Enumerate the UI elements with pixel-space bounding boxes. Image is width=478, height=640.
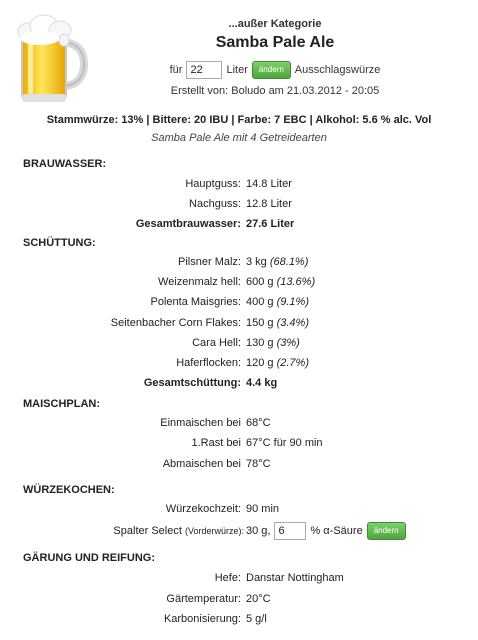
- row-label: Gesamtbrauwasser:: [135, 218, 241, 230]
- change-alpha-button[interactable]: ändern: [367, 522, 406, 540]
- recipe-stats: Stammwürze: 13% | Bittere: 20 IBU | Farbe: 7 EBC | Alkohol: 5.6 % alc. Vol: [46, 114, 432, 126]
- row-value: Danstar Nottingham: [246, 572, 344, 584]
- maischplan-row: [0, 417, 478, 431]
- percentage: (68.1%): [269, 256, 309, 268]
- section-heading-maischplan: MAISCHPLAN:: [23, 398, 100, 410]
- amount: 130 g: [246, 337, 274, 349]
- row-value: [246, 357, 309, 369]
- gaerung-row: [0, 593, 478, 607]
- row-label: Einmaischen bei: [160, 417, 241, 429]
- wuerzekochen-row: [0, 503, 478, 517]
- amount: 600 g: [246, 276, 274, 288]
- row-value: [246, 337, 300, 349]
- brauwasser-total-row: [0, 218, 478, 232]
- amount: 150 g: [246, 317, 274, 329]
- row-label: Gärtemperatur:: [166, 593, 241, 605]
- brauwasser-row: [0, 198, 478, 212]
- row-label: Würzekochzeit:: [165, 503, 241, 515]
- hop-name: Spalter Select: [113, 525, 182, 537]
- row-label: Abmaischen bei: [162, 458, 241, 470]
- quantity-unit: Liter: [226, 64, 248, 76]
- section-heading-brauwasser: BRAUWASSER:: [23, 158, 107, 170]
- section-heading-schuettung: SCHÜTTUNG:: [23, 237, 96, 249]
- percentage: (13.6%): [276, 276, 316, 288]
- row-value: [246, 276, 315, 288]
- schuettung-row: [0, 337, 478, 351]
- row-value: [246, 296, 309, 308]
- row-label: Pilsner Malz:: [178, 256, 241, 268]
- row-value: [246, 317, 309, 329]
- recipe-header: [90, 18, 460, 97]
- gaerung-row: [0, 613, 478, 627]
- row-value: 12.8 Liter: [246, 198, 292, 210]
- quantity-suffix: Ausschlagswürze: [294, 64, 381, 76]
- beer-mug-icon: [14, 12, 92, 104]
- row-label: Karbonisierung:: [163, 613, 241, 625]
- hop-value: [246, 522, 406, 540]
- row-label: Hefe:: [214, 572, 241, 584]
- row-label: Weizenmalz hell:: [158, 276, 241, 288]
- row-value: 78°C: [246, 458, 271, 470]
- row-label: Gesamtschüttung:: [143, 377, 241, 389]
- amount: 400 g: [246, 296, 274, 308]
- alpha-acid-input[interactable]: [274, 522, 306, 540]
- schuettung-row: [0, 357, 478, 371]
- schuettung-row: [0, 256, 478, 270]
- quantity-row: [90, 61, 460, 79]
- schuettung-row: [0, 276, 478, 290]
- row-label: Hauptguss:: [185, 178, 241, 190]
- row-label: Seitenbacher Corn Flakes:: [110, 317, 241, 329]
- maischplan-row: [0, 458, 478, 472]
- created-by: Erstellt von: Boludo am 21.03.2012 - 20:05: [170, 85, 380, 97]
- row-label: 1.Rast bei: [191, 437, 241, 449]
- row-value: 90 min: [246, 503, 280, 515]
- schuettung-total-row: [0, 377, 478, 391]
- percentage: (2.7%): [276, 357, 309, 369]
- row-value: 5 g/l: [246, 613, 267, 625]
- amount: 3 kg: [246, 256, 267, 268]
- recipe-category: ...außer Kategorie: [228, 18, 322, 30]
- percentage: (3.4%): [276, 317, 309, 329]
- row-value: 14.8 Liter: [246, 178, 292, 190]
- row-label: Polenta Maisgries:: [150, 296, 241, 308]
- hop-amount: 30 g,: [246, 525, 271, 537]
- change-quantity-button[interactable]: ändern: [252, 61, 291, 79]
- row-value: [246, 256, 308, 268]
- schuettung-row: [0, 317, 478, 331]
- row-label: Haferflocken:: [176, 357, 241, 369]
- row-value: 67°C für 90 min: [246, 437, 323, 449]
- row-value: 27.6 Liter: [246, 218, 295, 230]
- row-label: Cara Hell:: [192, 337, 241, 349]
- section-heading-wuerzekochen: WÜRZEKOCHEN:: [23, 484, 115, 496]
- row-label: Nachguss:: [189, 198, 241, 210]
- row-value: 20°C: [246, 593, 271, 605]
- row-value: 68°C: [246, 417, 271, 429]
- percentage: (9.1%): [276, 296, 309, 308]
- schuettung-row: [0, 296, 478, 310]
- brauwasser-row: [0, 178, 478, 192]
- hop-label: [113, 525, 244, 537]
- recipe-description: Samba Pale Ale mit 4 Getreidearten: [151, 132, 327, 144]
- maischplan-row: [0, 437, 478, 451]
- section-heading-gaerung: GÄRUNG UND REIFUNG:: [23, 552, 155, 564]
- percentage: (3%): [276, 337, 300, 349]
- amount: 120 g: [246, 357, 274, 369]
- gaerung-row: [0, 572, 478, 586]
- row-value: 4.4 kg: [246, 377, 278, 389]
- hop-note: (Vorderwürze):: [184, 526, 244, 536]
- recipe-title: Samba Pale Ale: [215, 34, 335, 51]
- quantity-prefix: für: [169, 64, 183, 76]
- quantity-input[interactable]: [186, 61, 222, 79]
- alpha-acid-unit: % α-Säure: [310, 525, 363, 537]
